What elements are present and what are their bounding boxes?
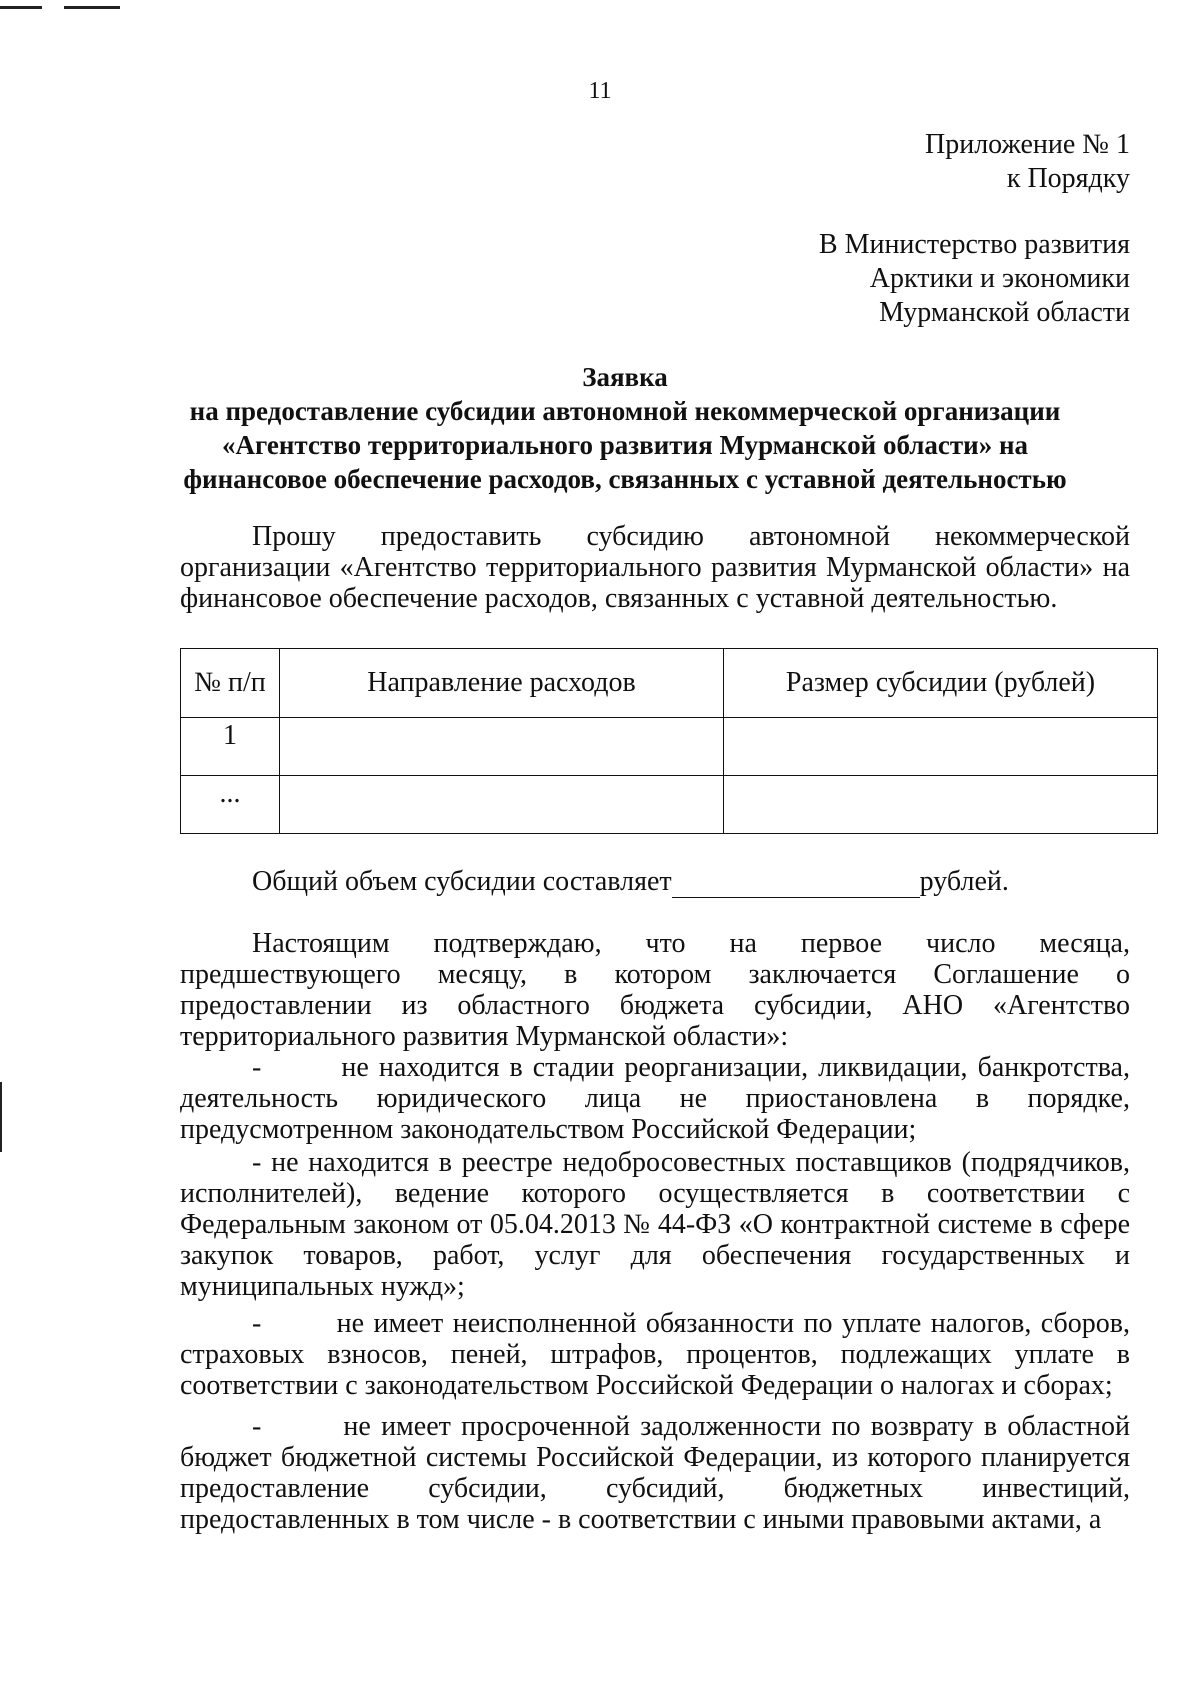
list-item: - не находится в реестре недобросовестных поставщиков (подрядчиков, исполнителей), ведение которого осуществляется в соответствии с Федеральным законом от 05.04.2013 № 44-ФЗ «О контрактной системе в сфере закупок товаров, работ, услуг для обеспечения государственных и муниципальных нужд»; (180, 1147, 1130, 1302)
confirm-paragraph: Настоящим подтверждаю, что на первое число месяца, предшествующего месяцу, в котором заключается Соглашение о предоставлении из областного бюджета субсидии, АНО «Агентство территориального развития Мурманской области»: (180, 928, 1130, 1052)
table-cell-number: 1 (181, 718, 280, 776)
table-row (181, 718, 1158, 776)
addressee-line-1: В Министерство развития (818, 229, 1130, 260)
table-header-amount: Размер субсидии (рублей) (724, 649, 1158, 718)
addressee-block (819, 228, 1130, 330)
conditions-list (180, 1052, 1130, 1535)
table-header-row (181, 649, 1158, 718)
appendix-reference (925, 128, 1130, 196)
total-amount-blank (672, 869, 920, 898)
list-item: - не имеет просроченной задолженности по возврату в областной бюджет бюджетной системы Российской Федерации, из которого планируется предоставление субсидии, субсидий, бюджетных инвестиций, предоставленных в том числе - в соответствии с иными правовыми актами, а (180, 1411, 1130, 1535)
title-line-2: на предоставление субсидии автономной некоммерческой организации (189, 396, 1061, 426)
table-header-number: № п/п (181, 649, 280, 718)
total-subsidy-line (252, 866, 1009, 898)
table-cell-direction (280, 718, 724, 776)
appendix-line-1: Приложение № 1 (925, 129, 1130, 160)
page-number: 11 (588, 78, 612, 104)
addressee-line-3: Мурманской области (879, 297, 1130, 328)
addressee-line-2: Арктики и экономики (869, 263, 1130, 294)
total-prefix: Общий объем субсидии составляет (252, 866, 672, 897)
intro-paragraph: Прошу предоставить субсидию автономной некоммерческой организации «Агентство территориального развития Мурманской области» на финансовое обеспечение расходов, связанных с уставной деятельностью. (180, 521, 1130, 614)
scan-mark-top-left-2 (64, 6, 120, 9)
title-line-3: «Агентство территориального развития Мурманской области» на (221, 430, 1029, 460)
table-row (181, 776, 1158, 834)
table-header-direction: Направление расходов (280, 649, 724, 718)
scan-mark-left-edge (0, 1082, 2, 1152)
subsidy-table (180, 648, 1158, 834)
scan-mark-top-left (0, 6, 42, 9)
table-cell-amount (724, 718, 1158, 776)
total-suffix: рублей. (919, 866, 1009, 897)
table-cell-direction (280, 776, 724, 834)
title-line-4: финансовое обеспечение расходов, связанных с уставной деятельностью (183, 464, 1067, 494)
list-item: - не имеет неисполненной обязанности по уплате налогов, сборов, страховых взносов, пеней, штрафов, процентов, подлежащих уплате в соответствии с законодательством Российской Федерации о налогах и сборах; (180, 1308, 1130, 1401)
list-item: - не находится в стадии реорганизации, ликвидации, банкротства, деятельность юридического лица не приостановлена в порядке, предусмотренном законодательством Российской Федерации; (180, 1052, 1130, 1145)
appendix-line-2: к Порядку (1006, 163, 1130, 194)
document-title (150, 360, 1100, 496)
table-cell-amount (724, 776, 1158, 834)
title-line-1: Заявка (582, 362, 668, 392)
table-cell-number: ... (181, 776, 280, 834)
